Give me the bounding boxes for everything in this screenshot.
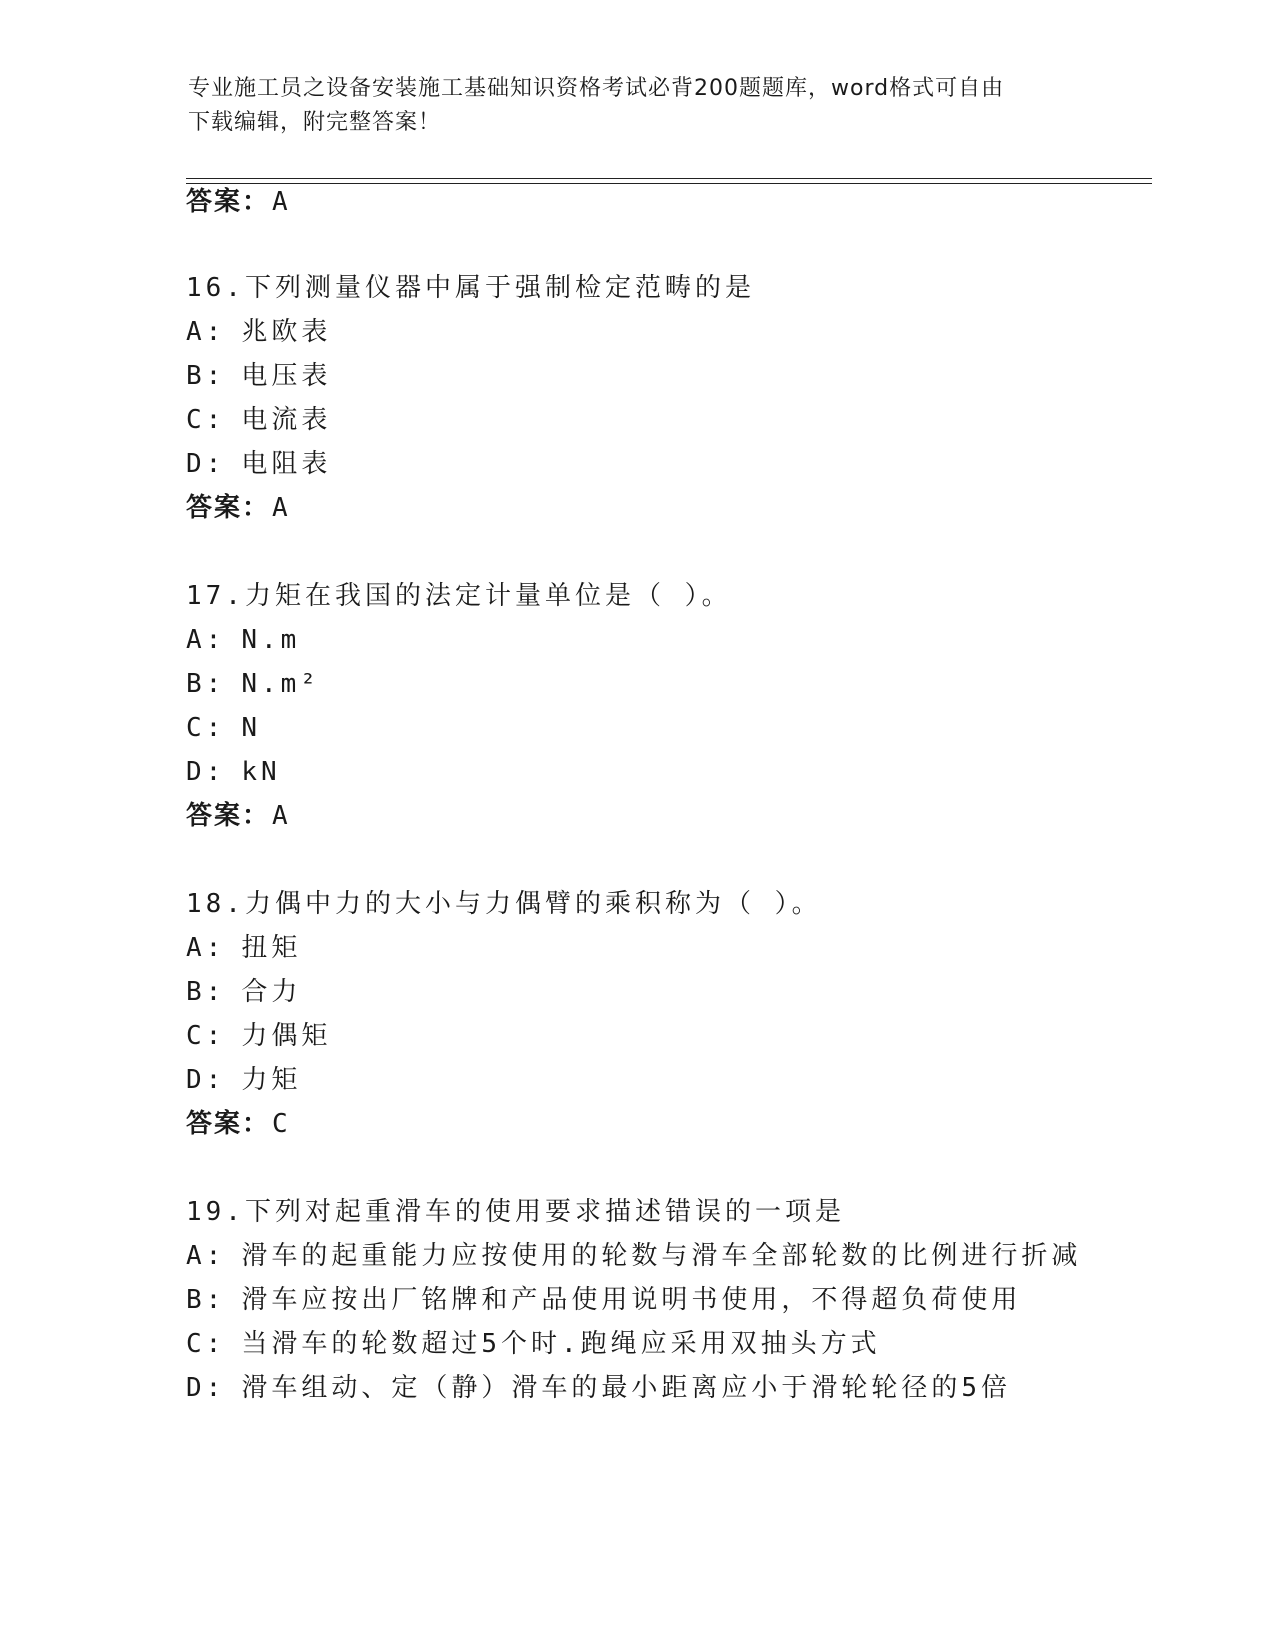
option-c — [186, 404, 331, 436]
option-b — [186, 668, 320, 700]
question-answer — [186, 1108, 290, 1140]
option-letter: B: — [186, 977, 226, 1007]
option-text: 力矩 — [241, 1065, 302, 1095]
option-letter: A: — [186, 933, 226, 963]
answer-label: 答案： — [186, 801, 271, 831]
option-letter: D: — [186, 1373, 226, 1403]
option-text: 电压表 — [241, 361, 332, 391]
option-letter: A: — [186, 317, 226, 347]
option-text: 电阻表 — [241, 449, 332, 479]
option-a — [186, 316, 331, 348]
option-letter: B: — [186, 669, 226, 699]
option-letter: D: — [186, 1065, 226, 1095]
option-c — [186, 1328, 881, 1360]
option-c — [186, 712, 261, 744]
answer-label: 答案： — [186, 187, 271, 217]
option-c — [186, 1020, 331, 1052]
answer-label: 答案： — [186, 493, 271, 523]
header-line-2: 下载编辑，附完整答案！ — [188, 110, 442, 135]
option-letter: B: — [186, 1285, 226, 1315]
header-line-1: 专业施工员之设备安装施工基础知识资格考试必背200题题库，word格式可自由 — [188, 76, 1005, 101]
option-text: 电流表 — [241, 405, 332, 435]
question-answer — [186, 800, 290, 832]
previous-answer — [186, 186, 290, 218]
option-b — [186, 976, 301, 1008]
option-text: N.m — [241, 625, 301, 655]
option-letter: D: — [186, 757, 226, 787]
option-a — [186, 1240, 1081, 1272]
option-text: N — [241, 713, 261, 743]
option-letter: C: — [186, 405, 226, 435]
option-text: 力偶矩 — [241, 1021, 332, 1051]
option-text: 滑车的起重能力应按使用的轮数与滑车全部轮数的比例进行折减 — [241, 1241, 1082, 1271]
question-stem: 19.下列对起重滑车的使用要求描述错误的一项是 — [186, 1197, 845, 1227]
option-a — [186, 932, 301, 964]
question-stem: 16.下列测量仪器中属于强制检定范畴的是 — [186, 273, 755, 303]
answer-value: A — [272, 493, 290, 523]
option-letter: C: — [186, 1329, 226, 1359]
option-b — [186, 360, 331, 392]
option-letter: C: — [186, 1021, 226, 1051]
answer-value: A — [272, 801, 290, 831]
option-letter: D: — [186, 449, 226, 479]
question-answer — [186, 492, 290, 524]
option-letter: A: — [186, 1241, 226, 1271]
option-text: 当滑车的轮数超过5个时.跑绳应采用双抽头方式 — [241, 1329, 881, 1359]
option-d — [186, 1372, 1011, 1404]
document-header — [188, 72, 1068, 140]
option-text: 扭矩 — [241, 933, 302, 963]
answer-value: C — [272, 1109, 290, 1139]
option-letter: B: — [186, 361, 226, 391]
question-stem: 17.力矩在我国的法定计量单位是（ ）。 — [186, 581, 732, 611]
option-text: kN — [241, 757, 281, 787]
answer-label: 答案： — [186, 1109, 271, 1139]
question-stem: 18.力偶中力的大小与力偶臂的乘积称为（ ）。 — [186, 889, 822, 919]
option-text: 兆欧表 — [241, 317, 332, 347]
option-letter: A: — [186, 625, 226, 655]
option-text: 滑车应按出厂铭牌和产品使用说明书使用，不得超负荷使用 — [241, 1285, 1022, 1315]
option-letter: C: — [186, 713, 226, 743]
option-text: N.m² — [241, 669, 320, 699]
header-divider-bottom — [186, 183, 1152, 184]
option-text: 合力 — [241, 977, 302, 1007]
option-a — [186, 624, 300, 656]
option-d — [186, 448, 331, 480]
answer-value: A — [272, 187, 290, 217]
option-d — [186, 756, 281, 788]
header-divider-top — [186, 178, 1152, 179]
option-b — [186, 1284, 1021, 1316]
option-d — [186, 1064, 301, 1096]
option-text: 滑车组动、定（静）滑车的最小距离应小于滑轮轮径的5倍 — [241, 1373, 1011, 1403]
